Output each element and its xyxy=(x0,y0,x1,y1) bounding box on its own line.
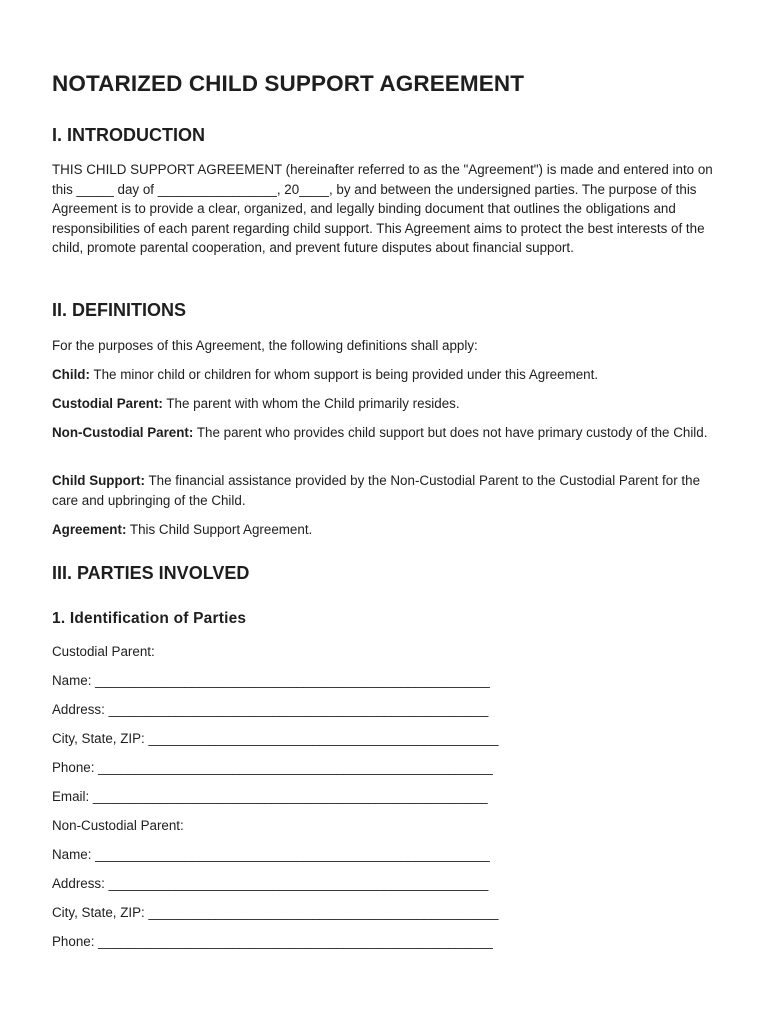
definition-term: Agreement: xyxy=(52,522,127,537)
custodial-city-state-zip-field: City, State, ZIP: _______________________________________________ xyxy=(52,731,499,746)
introduction-paragraph: THIS CHILD SUPPORT AGREEMENT (hereinafter referred to as the "Agreement") is made and entered into on this _____ day of ________________, 20____, by and between the undersigned parties. The purpose of this Agreement is to provide a clear, organized, and legally binding document that outlines the obligations and responsibilities of each parent regarding child support. This Agreement aims to protect the best interests of the child, promote parental cooperation, and prevent future disputes about financial support. xyxy=(52,162,713,255)
definition-child-support xyxy=(52,471,717,510)
non-custodial-parent-label: Non-Custodial Parent: xyxy=(52,818,184,833)
definition-text: The parent who provides child support but does not have primary custody of the Child. xyxy=(193,425,708,440)
definition-non-custodial-parent xyxy=(52,423,717,443)
definition-text: The parent with whom the Child primarily resides. xyxy=(162,396,460,411)
introduction-heading: I. INTRODUCTION xyxy=(52,125,205,145)
definition-term: Non-Custodial Parent: xyxy=(52,425,194,440)
custodial-email-field: Email: _____________________________________________________ xyxy=(52,789,488,804)
definition-agreement xyxy=(52,520,717,540)
non-custodial-name-field: Name: _____________________________________________________ xyxy=(52,847,490,862)
definition-term: Custodial Parent: xyxy=(52,396,163,411)
custodial-address-field: Address: ___________________________________________________ xyxy=(52,702,489,717)
definition-term: Child: xyxy=(52,367,90,382)
document-title: NOTARIZED CHILD SUPPORT AGREEMENT xyxy=(52,71,525,96)
parties-subheading: 1. Identification of Parties xyxy=(52,610,247,627)
definition-text: The financial assistance provided by the Non-Custodial Parent to the Custodial Parent for the care and upbringing of the Child. xyxy=(52,473,701,508)
custodial-phone-field: Phone: _____________________________________________________ xyxy=(52,760,493,775)
definition-text: The minor child or children for whom support is being provided under this Agreement. xyxy=(89,367,599,382)
definition-term: Child Support: xyxy=(52,473,145,488)
definitions-intro: For the purposes of this Agreement, the following definitions shall apply: xyxy=(52,338,478,353)
non-custodial-address-field: Address: ___________________________________________________ xyxy=(52,876,489,891)
non-custodial-city-state-zip-field: City, State, ZIP: _______________________________________________ xyxy=(52,905,499,920)
definition-text: This Child Support Agreement. xyxy=(126,522,313,537)
definitions-heading: II. DEFINITIONS xyxy=(52,300,187,320)
parties-heading: III. PARTIES INVOLVED xyxy=(52,563,250,583)
non-custodial-phone-field: Phone: _____________________________________________________ xyxy=(52,934,493,949)
custodial-parent-label: Custodial Parent: xyxy=(52,644,155,659)
definition-child xyxy=(52,365,717,385)
definition-custodial-parent xyxy=(52,394,717,414)
custodial-name-field: Name: _____________________________________________________ xyxy=(52,673,490,688)
